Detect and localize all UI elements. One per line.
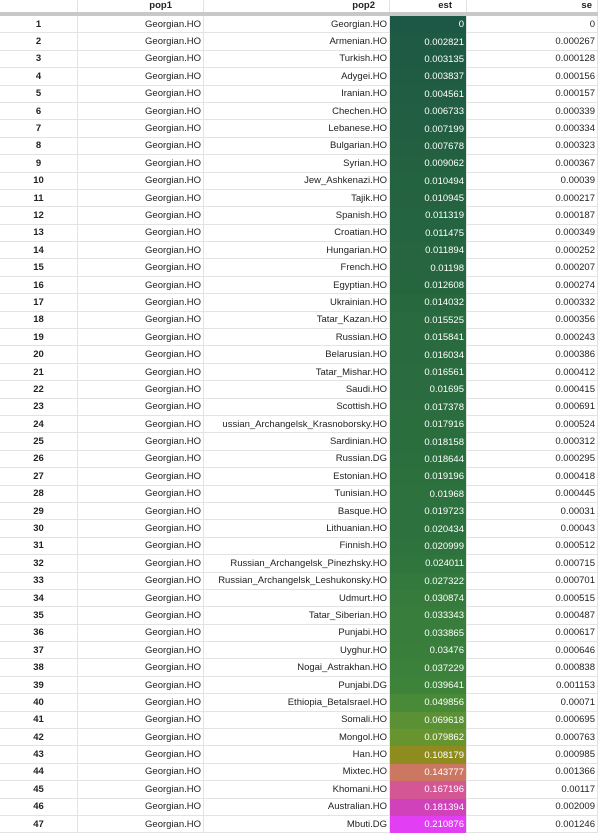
pop2-cell[interactable]: Mixtec.HO bbox=[204, 764, 390, 781]
table-row bbox=[0, 799, 598, 816]
row-number[interactable]: 39 bbox=[0, 677, 78, 694]
pop2-cell[interactable]: Scottish.HO bbox=[204, 399, 390, 416]
row-number[interactable]: 43 bbox=[0, 746, 78, 763]
table-row bbox=[0, 729, 598, 746]
pop2-cell[interactable]: Nogai_Astrakhan.HO bbox=[204, 659, 390, 676]
est-cell[interactable]: 0 bbox=[390, 16, 467, 33]
pop1-cell[interactable]: Georgian.HO bbox=[78, 86, 204, 103]
est-cell[interactable]: 0.108179 bbox=[390, 746, 467, 763]
table-row bbox=[0, 259, 598, 276]
se-cell[interactable]: 0.001246 bbox=[467, 816, 598, 833]
se-cell[interactable]: 0.000356 bbox=[467, 312, 598, 329]
pop2-cell[interactable]: Uyghur.HO bbox=[204, 642, 390, 659]
row-number[interactable]: 12 bbox=[0, 207, 78, 224]
est-cell[interactable]: 0.027322 bbox=[390, 573, 467, 590]
se-cell[interactable]: 0.000295 bbox=[467, 451, 598, 468]
est-cell[interactable]: 0.018158 bbox=[390, 433, 467, 450]
pop1-cell[interactable]: Georgian.HO bbox=[78, 486, 204, 503]
pop2-cell[interactable]: Tatar_Kazan.HO bbox=[204, 312, 390, 329]
pop2-cell[interactable]: Lebanese.HO bbox=[204, 120, 390, 137]
pop2-cell[interactable]: Hungarian.HO bbox=[204, 242, 390, 259]
row-number[interactable]: 36 bbox=[0, 625, 78, 642]
row-number[interactable]: 21 bbox=[0, 364, 78, 381]
est-cell[interactable]: 0.007199 bbox=[390, 120, 467, 137]
pop2-cell[interactable]: Tajik.HO bbox=[204, 190, 390, 207]
pop1-cell[interactable]: Georgian.HO bbox=[78, 573, 204, 590]
pop1-cell[interactable]: Georgian.HO bbox=[78, 329, 204, 346]
row-number[interactable]: 29 bbox=[0, 503, 78, 520]
est-cell[interactable]: 0.006733 bbox=[390, 103, 467, 120]
table-body bbox=[0, 16, 598, 833]
pop2-cell[interactable]: ussian_Archangelsk_Krasnoborsky.HO bbox=[204, 416, 390, 433]
pop1-cell[interactable]: Georgian.HO bbox=[78, 16, 204, 33]
table-row bbox=[0, 155, 598, 172]
table-row bbox=[0, 51, 598, 68]
pop2-cell[interactable]: Australian.HO bbox=[204, 799, 390, 816]
est-cell[interactable]: 0.039641 bbox=[390, 677, 467, 694]
est-cell[interactable]: 0.033865 bbox=[390, 625, 467, 642]
se-cell[interactable]: 0.000418 bbox=[467, 468, 598, 485]
pop1-cell[interactable]: Georgian.HO bbox=[78, 590, 204, 607]
pop2-cell[interactable]: Jew_Ashkenazi.HO bbox=[204, 173, 390, 190]
pop1-cell[interactable]: Georgian.HO bbox=[78, 51, 204, 68]
se-cell[interactable]: 0.000691 bbox=[467, 399, 598, 416]
est-cell[interactable]: 0.016561 bbox=[390, 364, 467, 381]
row-number[interactable]: 20 bbox=[0, 346, 78, 363]
se-cell[interactable]: 0.000412 bbox=[467, 364, 598, 381]
est-cell[interactable]: 0.009062 bbox=[390, 155, 467, 172]
table-row bbox=[0, 520, 598, 537]
pop1-cell[interactable]: Georgian.HO bbox=[78, 451, 204, 468]
est-cell[interactable]: 0.010945 bbox=[390, 190, 467, 207]
row-number[interactable]: 7 bbox=[0, 120, 78, 137]
se-cell[interactable]: 0.000349 bbox=[467, 225, 598, 242]
pop1-cell[interactable]: Georgian.HO bbox=[78, 746, 204, 763]
se-cell[interactable]: 0.001153 bbox=[467, 677, 598, 694]
se-cell[interactable]: 0.00031 bbox=[467, 503, 598, 520]
row-number[interactable]: 10 bbox=[0, 173, 78, 190]
table-row bbox=[0, 659, 598, 676]
se-cell[interactable]: 0.000515 bbox=[467, 590, 598, 607]
est-cell[interactable]: 0.007678 bbox=[390, 138, 467, 155]
pop1-cell[interactable]: Georgian.HO bbox=[78, 729, 204, 746]
est-cell[interactable]: 0.03476 bbox=[390, 642, 467, 659]
pop2-cell[interactable]: Iranian.HO bbox=[204, 86, 390, 103]
se-cell[interactable]: 0.000763 bbox=[467, 729, 598, 746]
pop2-cell[interactable]: Syrian.HO bbox=[204, 155, 390, 172]
pop2-cell[interactable]: Somali.HO bbox=[204, 712, 390, 729]
pop1-cell[interactable]: Georgian.HO bbox=[78, 259, 204, 276]
row-number[interactable]: 5 bbox=[0, 86, 78, 103]
header-pop2[interactable]: pop2 bbox=[204, 0, 390, 12]
pop1-cell[interactable]: Georgian.HO bbox=[78, 120, 204, 137]
pop2-cell[interactable]: Sardinian.HO bbox=[204, 433, 390, 450]
se-cell[interactable]: 0.000187 bbox=[467, 207, 598, 224]
se-cell[interactable]: 0.000715 bbox=[467, 555, 598, 572]
est-cell[interactable]: 0.017916 bbox=[390, 416, 467, 433]
pop2-cell[interactable]: Khomani.HO bbox=[204, 781, 390, 798]
se-cell[interactable]: 0.000274 bbox=[467, 277, 598, 294]
pop2-cell[interactable]: Adygei.HO bbox=[204, 68, 390, 85]
row-number[interactable]: 27 bbox=[0, 468, 78, 485]
se-cell[interactable]: 0.000128 bbox=[467, 51, 598, 68]
se-cell[interactable]: 0.000243 bbox=[467, 329, 598, 346]
pop1-cell[interactable]: Georgian.HO bbox=[78, 677, 204, 694]
table-row bbox=[0, 120, 598, 137]
table-row bbox=[0, 86, 598, 103]
se-cell[interactable]: 0.000985 bbox=[467, 746, 598, 763]
se-cell[interactable]: 0.00071 bbox=[467, 694, 598, 711]
est-cell[interactable]: 0.037229 bbox=[390, 659, 467, 676]
table-row bbox=[0, 207, 598, 224]
pop1-cell[interactable]: Georgian.HO bbox=[78, 207, 204, 224]
table-row bbox=[0, 433, 598, 450]
est-cell[interactable]: 0.020434 bbox=[390, 520, 467, 537]
row-number[interactable]: 22 bbox=[0, 381, 78, 398]
pop2-cell[interactable]: Mongol.HO bbox=[204, 729, 390, 746]
pop2-cell[interactable]: Punjabi.HO bbox=[204, 625, 390, 642]
row-number[interactable]: 42 bbox=[0, 729, 78, 746]
row-number[interactable]: 18 bbox=[0, 312, 78, 329]
row-number[interactable]: 4 bbox=[0, 68, 78, 85]
table-row bbox=[0, 399, 598, 416]
table-row bbox=[0, 590, 598, 607]
row-number[interactable]: 6 bbox=[0, 103, 78, 120]
est-cell[interactable]: 0.011475 bbox=[390, 225, 467, 242]
table-row bbox=[0, 625, 598, 642]
pop1-cell[interactable]: Georgian.HO bbox=[78, 138, 204, 155]
pop1-cell[interactable]: Georgian.HO bbox=[78, 538, 204, 555]
pop2-cell[interactable]: Bulgarian.HO bbox=[204, 138, 390, 155]
pop1-cell[interactable]: Georgian.HO bbox=[78, 294, 204, 311]
pop1-cell[interactable]: Georgian.HO bbox=[78, 68, 204, 85]
se-cell[interactable]: 0.001366 bbox=[467, 764, 598, 781]
est-cell[interactable]: 0.014032 bbox=[390, 294, 467, 311]
est-cell[interactable]: 0.069618 bbox=[390, 712, 467, 729]
se-cell[interactable]: 0.00043 bbox=[467, 520, 598, 537]
table-row bbox=[0, 346, 598, 363]
est-cell[interactable]: 0.019723 bbox=[390, 503, 467, 520]
table-row bbox=[0, 16, 598, 33]
table-row bbox=[0, 173, 598, 190]
pop1-cell[interactable]: Georgian.HO bbox=[78, 33, 204, 50]
pop2-cell[interactable]: Han.HO bbox=[204, 746, 390, 763]
table-row bbox=[0, 503, 598, 520]
pop2-cell[interactable]: Egyptian.HO bbox=[204, 277, 390, 294]
pop1-cell[interactable]: Georgian.HO bbox=[78, 607, 204, 624]
pop1-cell[interactable]: Georgian.HO bbox=[78, 346, 204, 363]
row-number[interactable]: 34 bbox=[0, 590, 78, 607]
pop2-cell[interactable]: Russian_Archangelsk_Pinezhsky.HO bbox=[204, 555, 390, 572]
pop2-cell[interactable]: Saudi.HO bbox=[204, 381, 390, 398]
pop1-cell[interactable]: Georgian.HO bbox=[78, 277, 204, 294]
table-row bbox=[0, 329, 598, 346]
pop2-cell[interactable]: Ukrainian.HO bbox=[204, 294, 390, 311]
est-cell[interactable]: 0.01968 bbox=[390, 486, 467, 503]
est-cell[interactable]: 0.011894 bbox=[390, 242, 467, 259]
table-row bbox=[0, 416, 598, 433]
pop1-cell[interactable]: Georgian.HO bbox=[78, 659, 204, 676]
table-row bbox=[0, 746, 598, 763]
est-cell[interactable]: 0.049856 bbox=[390, 694, 467, 711]
row-number[interactable]: 25 bbox=[0, 433, 78, 450]
est-cell[interactable]: 0.033343 bbox=[390, 607, 467, 624]
pop1-cell[interactable]: Georgian.HO bbox=[78, 173, 204, 190]
se-cell[interactable]: 0.000487 bbox=[467, 607, 598, 624]
pop1-cell[interactable]: Georgian.HO bbox=[78, 364, 204, 381]
table-row bbox=[0, 468, 598, 485]
row-number[interactable]: 15 bbox=[0, 259, 78, 276]
row-number[interactable]: 32 bbox=[0, 555, 78, 572]
est-cell[interactable]: 0.019196 bbox=[390, 468, 467, 485]
pop1-cell[interactable]: Georgian.HO bbox=[78, 155, 204, 172]
table-row bbox=[0, 277, 598, 294]
table-row bbox=[0, 138, 598, 155]
table-row bbox=[0, 677, 598, 694]
table-row bbox=[0, 103, 598, 120]
table-row bbox=[0, 33, 598, 50]
row-number[interactable]: 23 bbox=[0, 399, 78, 416]
table-row bbox=[0, 607, 598, 624]
se-cell[interactable]: 0.000217 bbox=[467, 190, 598, 207]
table-row bbox=[0, 712, 598, 729]
se-cell[interactable]: 0.000838 bbox=[467, 659, 598, 676]
table-row bbox=[0, 242, 598, 259]
est-cell[interactable]: 0.210876 bbox=[390, 816, 467, 833]
row-number[interactable]: 13 bbox=[0, 225, 78, 242]
est-cell[interactable]: 0.079862 bbox=[390, 729, 467, 746]
pop1-cell[interactable]: Georgian.HO bbox=[78, 642, 204, 659]
se-cell[interactable]: 0.000207 bbox=[467, 259, 598, 276]
se-cell[interactable]: 0.000332 bbox=[467, 294, 598, 311]
se-cell[interactable]: 0.00039 bbox=[467, 173, 598, 190]
pop1-cell[interactable]: Georgian.HO bbox=[78, 799, 204, 816]
pop1-cell[interactable]: Georgian.HO bbox=[78, 764, 204, 781]
est-cell[interactable]: 0.024011 bbox=[390, 555, 467, 572]
pop1-cell[interactable]: Georgian.HO bbox=[78, 381, 204, 398]
row-number[interactable]: 26 bbox=[0, 451, 78, 468]
header-pop1[interactable]: pop1 bbox=[78, 0, 204, 12]
se-cell[interactable]: 0.000312 bbox=[467, 433, 598, 450]
est-cell[interactable]: 0.143777 bbox=[390, 764, 467, 781]
se-cell[interactable]: 0.000367 bbox=[467, 155, 598, 172]
table-row bbox=[0, 781, 598, 798]
row-number[interactable]: 3 bbox=[0, 51, 78, 68]
pop1-cell[interactable]: Georgian.HO bbox=[78, 520, 204, 537]
est-cell[interactable]: 0.002821 bbox=[390, 33, 467, 50]
se-cell[interactable]: 0.000252 bbox=[467, 242, 598, 259]
pop1-cell[interactable]: Georgian.HO bbox=[78, 416, 204, 433]
est-cell[interactable]: 0.017378 bbox=[390, 399, 467, 416]
est-cell[interactable]: 0.016034 bbox=[390, 346, 467, 363]
pop2-cell[interactable]: Spanish.HO bbox=[204, 207, 390, 224]
pop1-cell[interactable]: Georgian.HO bbox=[78, 103, 204, 120]
pop1-cell[interactable]: Georgian.HO bbox=[78, 399, 204, 416]
se-cell[interactable]: 0.000323 bbox=[467, 138, 598, 155]
se-cell[interactable]: 0.000512 bbox=[467, 538, 598, 555]
pop1-cell[interactable]: Georgian.HO bbox=[78, 312, 204, 329]
table-row bbox=[0, 486, 598, 503]
est-cell[interactable]: 0.030874 bbox=[390, 590, 467, 607]
pop2-cell[interactable]: Georgian.HO bbox=[204, 16, 390, 33]
pop2-cell[interactable]: Russian.HO bbox=[204, 329, 390, 346]
pop1-cell[interactable]: Georgian.HO bbox=[78, 468, 204, 485]
se-cell[interactable]: 0.000695 bbox=[467, 712, 598, 729]
pop2-cell[interactable]: Croatian.HO bbox=[204, 225, 390, 242]
se-cell[interactable]: 0.000386 bbox=[467, 346, 598, 363]
pop1-cell[interactable]: Georgian.HO bbox=[78, 781, 204, 798]
table-row bbox=[0, 312, 598, 329]
table-row bbox=[0, 190, 598, 207]
row-number[interactable]: 47 bbox=[0, 816, 78, 833]
pop2-cell[interactable]: Armenian.HO bbox=[204, 33, 390, 50]
pop1-cell[interactable]: Georgian.HO bbox=[78, 625, 204, 642]
pop1-cell[interactable]: Georgian.HO bbox=[78, 190, 204, 207]
est-cell[interactable]: 0.015841 bbox=[390, 329, 467, 346]
row-number[interactable]: 24 bbox=[0, 416, 78, 433]
table-row bbox=[0, 381, 598, 398]
pop2-cell[interactable]: Tatar_Mishar.HO bbox=[204, 364, 390, 381]
est-cell[interactable]: 0.003837 bbox=[390, 68, 467, 85]
row-number[interactable]: 8 bbox=[0, 138, 78, 155]
table-row bbox=[0, 364, 598, 381]
se-cell[interactable]: 0.000415 bbox=[467, 381, 598, 398]
row-number[interactable]: 2 bbox=[0, 33, 78, 50]
pop2-cell[interactable]: Belarusian.HO bbox=[204, 346, 390, 363]
row-number[interactable]: 28 bbox=[0, 486, 78, 503]
se-cell[interactable]: 0.002009 bbox=[467, 799, 598, 816]
row-number[interactable]: 19 bbox=[0, 329, 78, 346]
pop2-cell[interactable]: Lithuanian.HO bbox=[204, 520, 390, 537]
row-number[interactable]: 35 bbox=[0, 607, 78, 624]
row-number[interactable]: 46 bbox=[0, 799, 78, 816]
row-number[interactable]: 30 bbox=[0, 520, 78, 537]
pop2-cell[interactable]: Chechen.HO bbox=[204, 103, 390, 120]
column-header-row bbox=[0, 0, 598, 16]
est-cell[interactable]: 0.181394 bbox=[390, 799, 467, 816]
row-number[interactable]: 44 bbox=[0, 764, 78, 781]
row-number[interactable]: 37 bbox=[0, 642, 78, 659]
row-number[interactable]: 11 bbox=[0, 190, 78, 207]
pop2-cell[interactable]: Estonian.HO bbox=[204, 468, 390, 485]
table-row bbox=[0, 816, 598, 833]
pop2-cell[interactable]: Finnish.HO bbox=[204, 538, 390, 555]
pop2-cell[interactable]: French.HO bbox=[204, 259, 390, 276]
row-number[interactable]: 40 bbox=[0, 694, 78, 711]
se-cell[interactable]: 0 bbox=[467, 16, 598, 33]
est-cell[interactable]: 0.01695 bbox=[390, 381, 467, 398]
est-cell[interactable]: 0.004561 bbox=[390, 86, 467, 103]
se-cell[interactable]: 0.000701 bbox=[467, 573, 598, 590]
se-cell[interactable]: 0.000617 bbox=[467, 625, 598, 642]
table-row bbox=[0, 294, 598, 311]
pop2-cell[interactable]: Tunisian.HO bbox=[204, 486, 390, 503]
pop1-cell[interactable]: Georgian.HO bbox=[78, 712, 204, 729]
row-number[interactable]: 9 bbox=[0, 155, 78, 172]
est-cell[interactable]: 0.167196 bbox=[390, 781, 467, 798]
header-est[interactable]: est bbox=[390, 0, 467, 12]
pop2-cell[interactable]: Basque.HO bbox=[204, 503, 390, 520]
est-cell[interactable]: 0.018644 bbox=[390, 451, 467, 468]
se-cell[interactable]: 0.000334 bbox=[467, 120, 598, 137]
pop2-cell[interactable]: Ethiopia_BetaIsrael.HO bbox=[204, 694, 390, 711]
pop2-cell[interactable]: Mbuti.DG bbox=[204, 816, 390, 833]
pop2-cell[interactable]: Russian_Archangelsk_Leshukonsky.HO bbox=[204, 573, 390, 590]
se-cell[interactable]: 0.00117 bbox=[467, 781, 598, 798]
se-cell[interactable]: 0.000339 bbox=[467, 103, 598, 120]
row-number[interactable]: 38 bbox=[0, 659, 78, 676]
est-cell[interactable]: 0.011319 bbox=[390, 207, 467, 224]
se-cell[interactable]: 0.000157 bbox=[467, 86, 598, 103]
header-se[interactable]: se bbox=[467, 0, 598, 12]
table-row bbox=[0, 68, 598, 85]
table-row bbox=[0, 642, 598, 659]
pop2-cell[interactable]: Punjabi.DG bbox=[204, 677, 390, 694]
pop1-cell[interactable]: Georgian.HO bbox=[78, 816, 204, 833]
pop1-cell[interactable]: Georgian.HO bbox=[78, 433, 204, 450]
se-cell[interactable]: 0.000646 bbox=[467, 642, 598, 659]
table-row bbox=[0, 573, 598, 590]
est-cell[interactable]: 0.01198 bbox=[390, 259, 467, 276]
se-cell[interactable]: 0.000267 bbox=[467, 33, 598, 50]
pop1-cell[interactable]: Georgian.HO bbox=[78, 694, 204, 711]
pop1-cell[interactable]: Georgian.HO bbox=[78, 503, 204, 520]
est-cell[interactable]: 0.010494 bbox=[390, 173, 467, 190]
table-row bbox=[0, 451, 598, 468]
corner-cell[interactable] bbox=[0, 0, 78, 12]
table-row bbox=[0, 225, 598, 242]
pop1-cell[interactable]: Georgian.HO bbox=[78, 225, 204, 242]
row-number[interactable]: 17 bbox=[0, 294, 78, 311]
pop2-cell[interactable]: Tatar_Siberian.HO bbox=[204, 607, 390, 624]
table-row bbox=[0, 764, 598, 781]
table-row bbox=[0, 538, 598, 555]
row-number[interactable]: 45 bbox=[0, 781, 78, 798]
row-number[interactable]: 33 bbox=[0, 573, 78, 590]
se-cell[interactable]: 0.000445 bbox=[467, 486, 598, 503]
row-number[interactable]: 31 bbox=[0, 538, 78, 555]
row-number[interactable]: 14 bbox=[0, 242, 78, 259]
pop2-cell[interactable]: Russian.DG bbox=[204, 451, 390, 468]
pop2-cell[interactable]: Turkish.HO bbox=[204, 51, 390, 68]
est-cell[interactable]: 0.015525 bbox=[390, 312, 467, 329]
se-cell[interactable]: 0.000524 bbox=[467, 416, 598, 433]
table-row bbox=[0, 555, 598, 572]
est-cell[interactable]: 0.020999 bbox=[390, 538, 467, 555]
pop1-cell[interactable]: Georgian.HO bbox=[78, 555, 204, 572]
pop1-cell[interactable]: Georgian.HO bbox=[78, 242, 204, 259]
row-number[interactable]: 1 bbox=[0, 16, 78, 33]
row-number[interactable]: 41 bbox=[0, 712, 78, 729]
pop2-cell[interactable]: Udmurt.HO bbox=[204, 590, 390, 607]
se-cell[interactable]: 0.000156 bbox=[467, 68, 598, 85]
table-row bbox=[0, 694, 598, 711]
est-cell[interactable]: 0.012608 bbox=[390, 277, 467, 294]
row-number[interactable]: 16 bbox=[0, 277, 78, 294]
est-cell[interactable]: 0.003135 bbox=[390, 51, 467, 68]
